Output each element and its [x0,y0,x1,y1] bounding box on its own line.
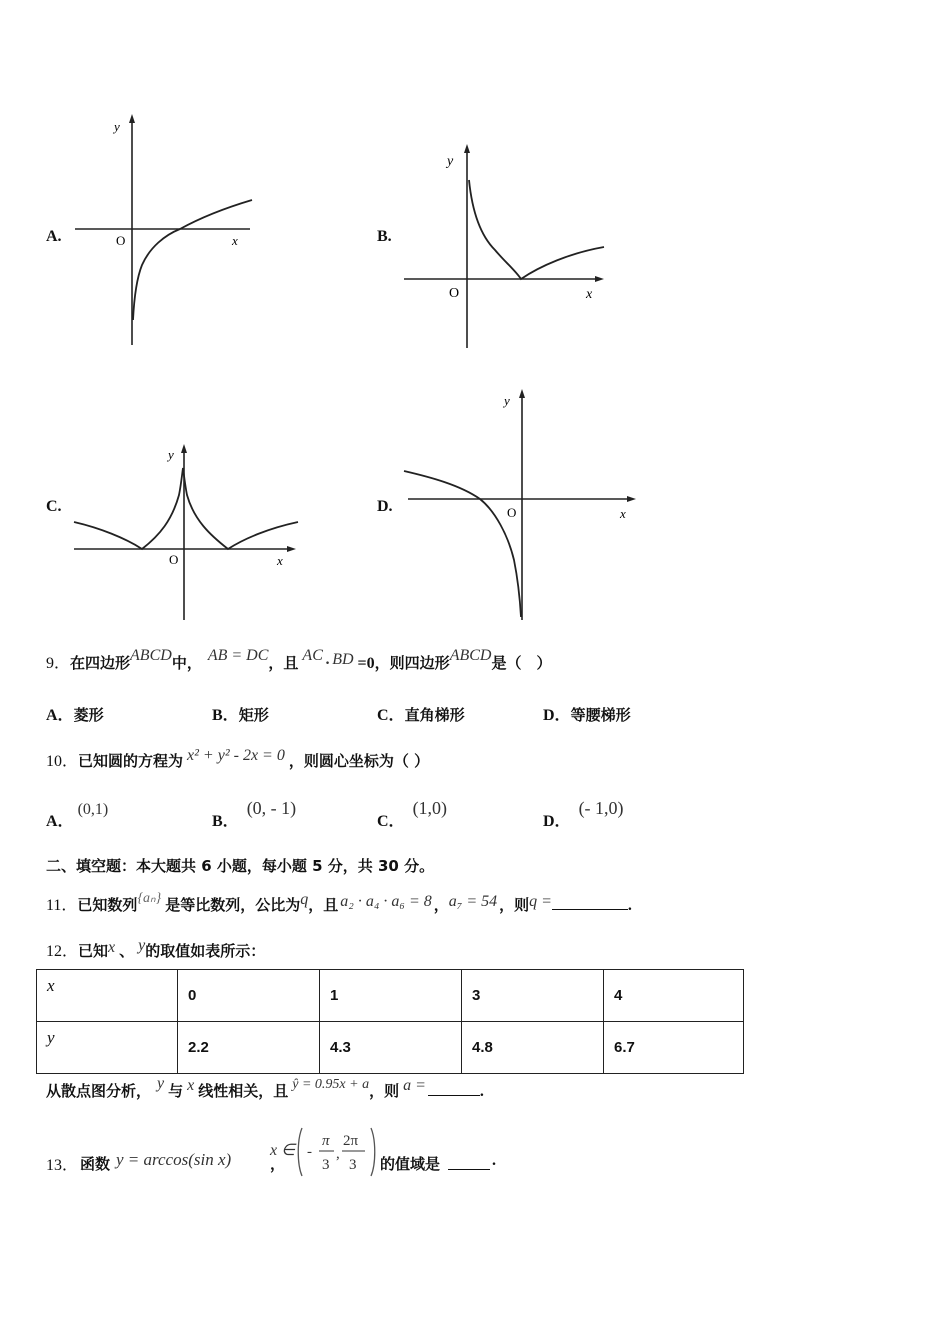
curve [74,468,298,549]
q9-abcd: ABCD [130,647,172,664]
option-b-label: B. [377,228,392,245]
q12-l2-text-c: 线性相关，且 [198,1082,289,1100]
q13-end: . [492,1152,496,1169]
q9-text-3: ，且 [268,654,299,672]
y-label: y [447,154,454,169]
q11-q: q [300,891,309,908]
q11-text-3: ，且 [308,896,339,914]
question-11 [46,892,632,915]
q10-option-b-text: (0, - 1) [246,798,297,818]
x-arrow-icon [595,276,604,282]
q9-vector-ac: AC [302,647,323,664]
q13-minus: - [307,1144,312,1160]
q9-number: 9． [46,655,71,672]
q10-option-a-letter: A． [46,813,74,830]
q10-text-2: ，则圆心坐标为（ ） [288,752,430,770]
curve [469,180,604,279]
option-a-label: A. [46,228,62,245]
q11-q-eq: q = [529,893,552,910]
q13-domain-interval [296,1124,378,1180]
q13-fraction-2-den: 3 [349,1157,357,1173]
option-d-label: D. [377,498,393,515]
y-arrow-icon [129,114,135,123]
table-header-y: y [37,1022,178,1074]
q9-text-5: 是（ ） [491,654,552,672]
q13-fraction-1-num: π [322,1133,330,1149]
question-12 [46,938,265,961]
q12-regression: ŷ = 0.95x + a [292,1077,370,1092]
q11-text-2: 是等比数列，公比为 [165,896,301,914]
q12-x: x [108,939,116,956]
table-cell: 4 [604,970,744,1022]
option-c-label: C. [46,498,62,515]
question-12-line-2 [46,1075,484,1101]
q12-a-eq: a = [403,1077,426,1094]
q9-dot: · [324,655,331,672]
origin-label: O [169,552,179,567]
q12-y: y [138,937,146,954]
x-label: x [232,233,238,248]
q9-option-a-letter: A． [46,707,74,724]
table-cell: 4.8 [462,1022,604,1074]
q10-option-c-text: (1,0) [412,798,448,818]
q13-comma: ， [270,1155,286,1173]
y-label: y [114,119,120,134]
q9-text-4: ，则四边形 [374,654,450,672]
q9-eq-zero: =0 [357,655,375,672]
table-row [37,970,744,1022]
q9-text-2: 中， [171,654,202,672]
origin-label: O [507,505,517,520]
q11-end: . [627,897,632,914]
q10-text-1: 已知圆的方程为 [78,752,184,770]
y-arrow-icon [181,444,187,453]
q13-fraction-2-num: 2π [343,1133,359,1149]
x-label: x [277,553,283,568]
q13-answer-blank[interactable] [448,1154,490,1170]
q9-option-c-letter: C． [377,707,405,724]
q9-option-b-text: 矩形 [238,706,269,724]
x-label: x [586,287,593,302]
q12-text-1: 已知 [78,942,109,960]
q10-option-a[interactable] [46,801,109,831]
q11-text-4: ，则 [499,896,530,914]
question-13 [46,1124,646,1180]
q11-product: a₂ · a₄ · a₆ = 8 [340,893,432,910]
q11-comma: ， [433,896,449,914]
q12-l2-text-b: 与 [168,1082,184,1100]
q11-sequence: {aₙ} [137,891,162,906]
q9-option-d[interactable] [543,702,631,725]
q10-equation: x² + y² - 2x = 0 [187,747,285,764]
q9-option-a-text: 菱形 [73,706,104,724]
q12-l2-text-d: ，则 [369,1082,400,1100]
table-cell: 4.3 [320,1022,462,1074]
q9-condition: AB = DC [207,647,269,664]
q9-option-a[interactable] [46,702,104,725]
xy-table [36,969,744,1074]
table-header-x: x [37,970,178,1022]
table-cell: 1 [320,970,462,1022]
x-arrow-icon [287,546,296,552]
curve [133,200,252,320]
q12-number: 12． [46,943,79,960]
graph-b [400,140,610,355]
q12-l2-x: x [187,1077,195,1094]
q13-text-1: 函数 [80,1155,111,1173]
question-10 [46,748,429,771]
y-label: y [504,393,510,408]
table-cell: 3 [462,970,604,1022]
table-cell: 2.2 [178,1022,320,1074]
q11-text-1: 已知数列 [77,896,138,914]
q10-option-d-text: (- 1,0) [578,798,624,818]
origin-label: O [449,286,460,301]
q9-option-d-text: 等腰梯形 [570,706,631,724]
origin-label: O [116,233,126,248]
q13-domain-prefix: x ∈ [270,1142,296,1159]
q9-abcd-2: ABCD [449,647,492,664]
graph-a [70,110,260,350]
curve [404,471,521,617]
q11-answer-blank[interactable] [552,909,628,910]
svg-text:,: , [336,1146,340,1162]
table-cell: 0 [178,970,320,1022]
q10-option-d[interactable] [543,798,624,831]
q13-function: y = arccos(sin x) [116,1150,232,1169]
q10-option-b[interactable] [212,798,297,831]
q12-l2-y: y [157,1075,165,1092]
q9-option-c[interactable] [377,702,465,725]
q13-number: 13． [46,1157,79,1174]
q10-option-d-letter: D． [543,813,571,830]
x-label: x [620,506,626,521]
y-label: y [168,447,174,462]
table-row [37,1022,744,1074]
q9-option-b[interactable] [212,702,269,725]
q9-text-1: 在四边形 [70,654,131,672]
q12-end: . [479,1083,484,1100]
q10-number: 10． [46,753,79,770]
section-2-heading: 二、填空题：本大题共 6 小题，每小题 5 分，共 30 分。 [46,857,435,875]
q9-option-d-letter: D． [543,707,571,724]
question-9 [46,647,552,673]
graph-c [70,440,300,625]
q10-option-c-letter: C． [377,813,405,830]
table-cell: 6.7 [604,1022,744,1074]
q11-number: 11． [46,897,78,914]
y-arrow-icon [519,389,525,398]
q9-option-b-letter: B． [212,707,239,724]
q12-l2-text-a: 从散点图分析， [46,1082,152,1100]
q12-text-2: 的取值如表所示： [145,942,266,960]
q13-text-2: 的值域是 [380,1155,441,1173]
q10-option-b-letter: B． [212,813,239,830]
graph-d [400,385,645,625]
q9-option-c-text: 直角梯形 [404,706,465,724]
q10-option-a-text: (0,1) [77,801,109,818]
q9-vector-bd: BD [332,651,354,668]
y-arrow-icon [464,144,470,153]
x-arrow-icon [627,496,636,502]
q12-separator: 、 [119,942,135,960]
q12-answer-blank[interactable] [428,1095,480,1096]
q13-fraction-1-den: 3 [322,1157,330,1173]
q11-a7: a₇ = 54 [448,893,498,910]
q10-option-c[interactable] [377,798,448,831]
